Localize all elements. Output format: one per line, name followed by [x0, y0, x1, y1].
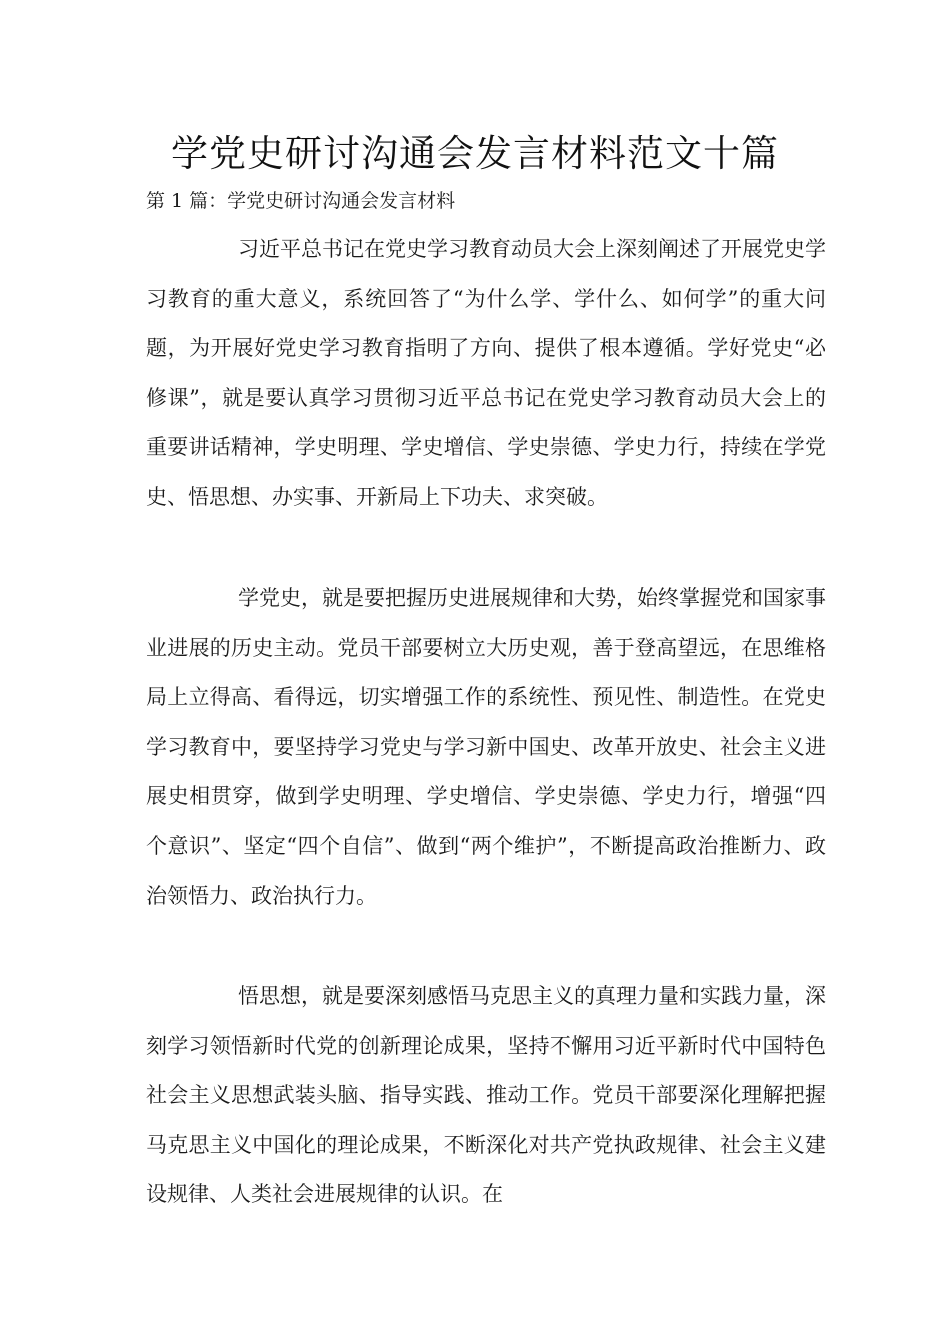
body-paragraph: 悟思想，就是要深刻感悟马克思主义的真理力量和实践力量，深刻学习领悟新时代党的创新理论成果，坚持不懈用习近平新时代中国特色社会主义思想武装头脑、指导实践、推动工作。党员干部要深化理解把握马克思主义中国化的理论成果，不断深化对共产党执政规律、社会主义建设规律、人类社会进展规律的认识。在	[146, 984, 826, 1207]
body-paragraph: 习近平总书记在党史学习教育动员大会上深刻阐述了开展党史学习教育的重大意义，系统回答了“为什么学、学什么、如何学”的重大问题，为开展好党史学习教育指明了方向、提供了根本遵循。学好党史“必修课”，就是要认真学习贯彻习近平总书记在党史学习教育动员大会上的重要讲话精神，学史明理、学史增信、学史崇德、学史力行，持续在学党史、悟思想、办实事、开新局上下功夫、求突破。	[146, 237, 826, 509]
document-title: 学党史研讨沟通会发言材料范文十篇	[171, 132, 779, 175]
body-paragraph: 学党史，就是要把握历史进展规律和大势，始终掌握党和国家事业进展的历史主动。党员干部要树立大历史观，善于登高望远，在思维格局上立得高、看得远，切实增强工作的系统性、预见性、制造性。在党史学习教育中，要坚持学习党史与学习新中国史、改革开放史、社会主义进展史相贯穿，做到学史明理、学史增信、学史崇德、学史力行，增强“四个意识”、坚定“四个自信”、做到“两个维护”，不断提高政治推断力、政治领悟力、政治执行力。	[146, 586, 826, 908]
section-heading: 第 1 篇：学党史研讨沟通会发言材料	[146, 190, 456, 212]
